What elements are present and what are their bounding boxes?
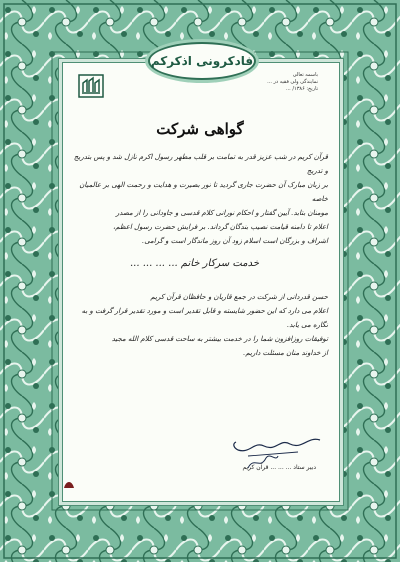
organization-logo-icon <box>78 74 104 98</box>
body-line: توفیقات روزافزون شما را در خدمت بیشتر به ساحت قدسی کلام الله مجید <box>111 335 328 343</box>
seal-mark-icon <box>62 478 76 490</box>
certificate-title: گواهی شرکت <box>156 120 244 138</box>
org-line: باسمه تعالی <box>292 72 318 78</box>
certificate-body-top <box>72 150 328 248</box>
recipient-name: خدمت سرکار خانم ... ... ... ... <box>130 258 260 269</box>
header-banner <box>148 42 256 80</box>
certificate-body-bottom <box>72 290 328 360</box>
org-line: نمایندگی ولی فقیه در ... <box>267 79 318 85</box>
body-line: حسن قدردانی از شرکت در جمع قاریان و حافظان قرآن کریم <box>150 293 328 301</box>
body-line: اعلام می دارد که این حضور شایسته و قابل تقدیر است و مورد تقدیر قرار گرفت و به نگاره می یابد. <box>81 307 328 329</box>
organization-info <box>267 72 318 93</box>
org-line: تاریخ: ۱۳۸۶/ ... <box>285 86 318 92</box>
body-line: اعلام تا دامنه قیامت نصیب بندگان گرداند. بر فرایش حضرت رسول اعظم، <box>113 223 328 231</box>
body-line: مومنان بتابد. آیین گفتار و احکام نورانی کلام قدسی و جاودانی را از مصدر <box>115 209 328 217</box>
signer-title: دبیر ستاد ... ... ... قرآن کریم <box>242 464 316 471</box>
body-line: از خداوند منان مسئلت داریم. <box>243 349 328 357</box>
body-line: بر زبان مبارک آن حضرت جاری گردید تا نور بصیرت و هدایت و رحمت الهی بر عالمیان خاصه <box>79 181 328 203</box>
body-line: قرآن کریم در شب عزیز قدر به تمامت بر قلب مطهر رسول اکرم نازل شد و پس بتدریج و تدریج <box>73 153 328 175</box>
banner-text: فادکرونی اذکرکم <box>150 54 254 68</box>
body-line: اشراف و بزرگان است اسلام زود آن روز ماندگار است و گرامی. <box>142 237 328 245</box>
